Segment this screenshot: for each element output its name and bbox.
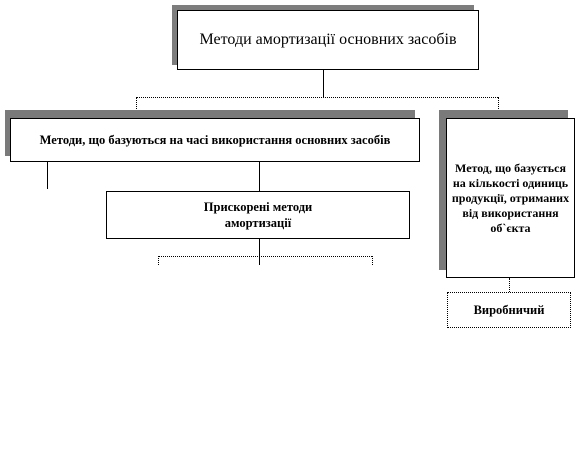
production-method-label: Виробничий xyxy=(473,302,545,317)
connector-root-down xyxy=(323,70,324,97)
connector-accelerated-branch xyxy=(158,256,372,257)
units-based-method-label: Метод, що базується на кількості одиниць продукції, отриманих від використання об`єкта xyxy=(451,160,570,235)
connector-left-stub xyxy=(47,162,48,189)
production-method-node xyxy=(447,292,571,328)
connector-left-to-accelerated xyxy=(259,162,260,191)
accelerated-methods-node xyxy=(106,191,410,239)
connector-accelerated-down xyxy=(259,239,260,265)
root-node xyxy=(177,10,479,70)
connector-accelerated-branch-left xyxy=(158,256,159,265)
time-based-methods-node xyxy=(10,118,420,162)
root-node-label: Методи амортизації основних засобів xyxy=(199,31,457,48)
connector-accelerated-branch-right xyxy=(372,256,373,265)
accelerated-methods-label: Прискорені методи амортизації xyxy=(203,200,313,230)
units-based-method-node xyxy=(446,118,575,278)
connector-right-to-production xyxy=(509,278,510,292)
time-based-methods-label: Методи, що базуються на часі використання основних засобів xyxy=(39,133,391,147)
connector-branch-horizontal xyxy=(136,97,498,98)
